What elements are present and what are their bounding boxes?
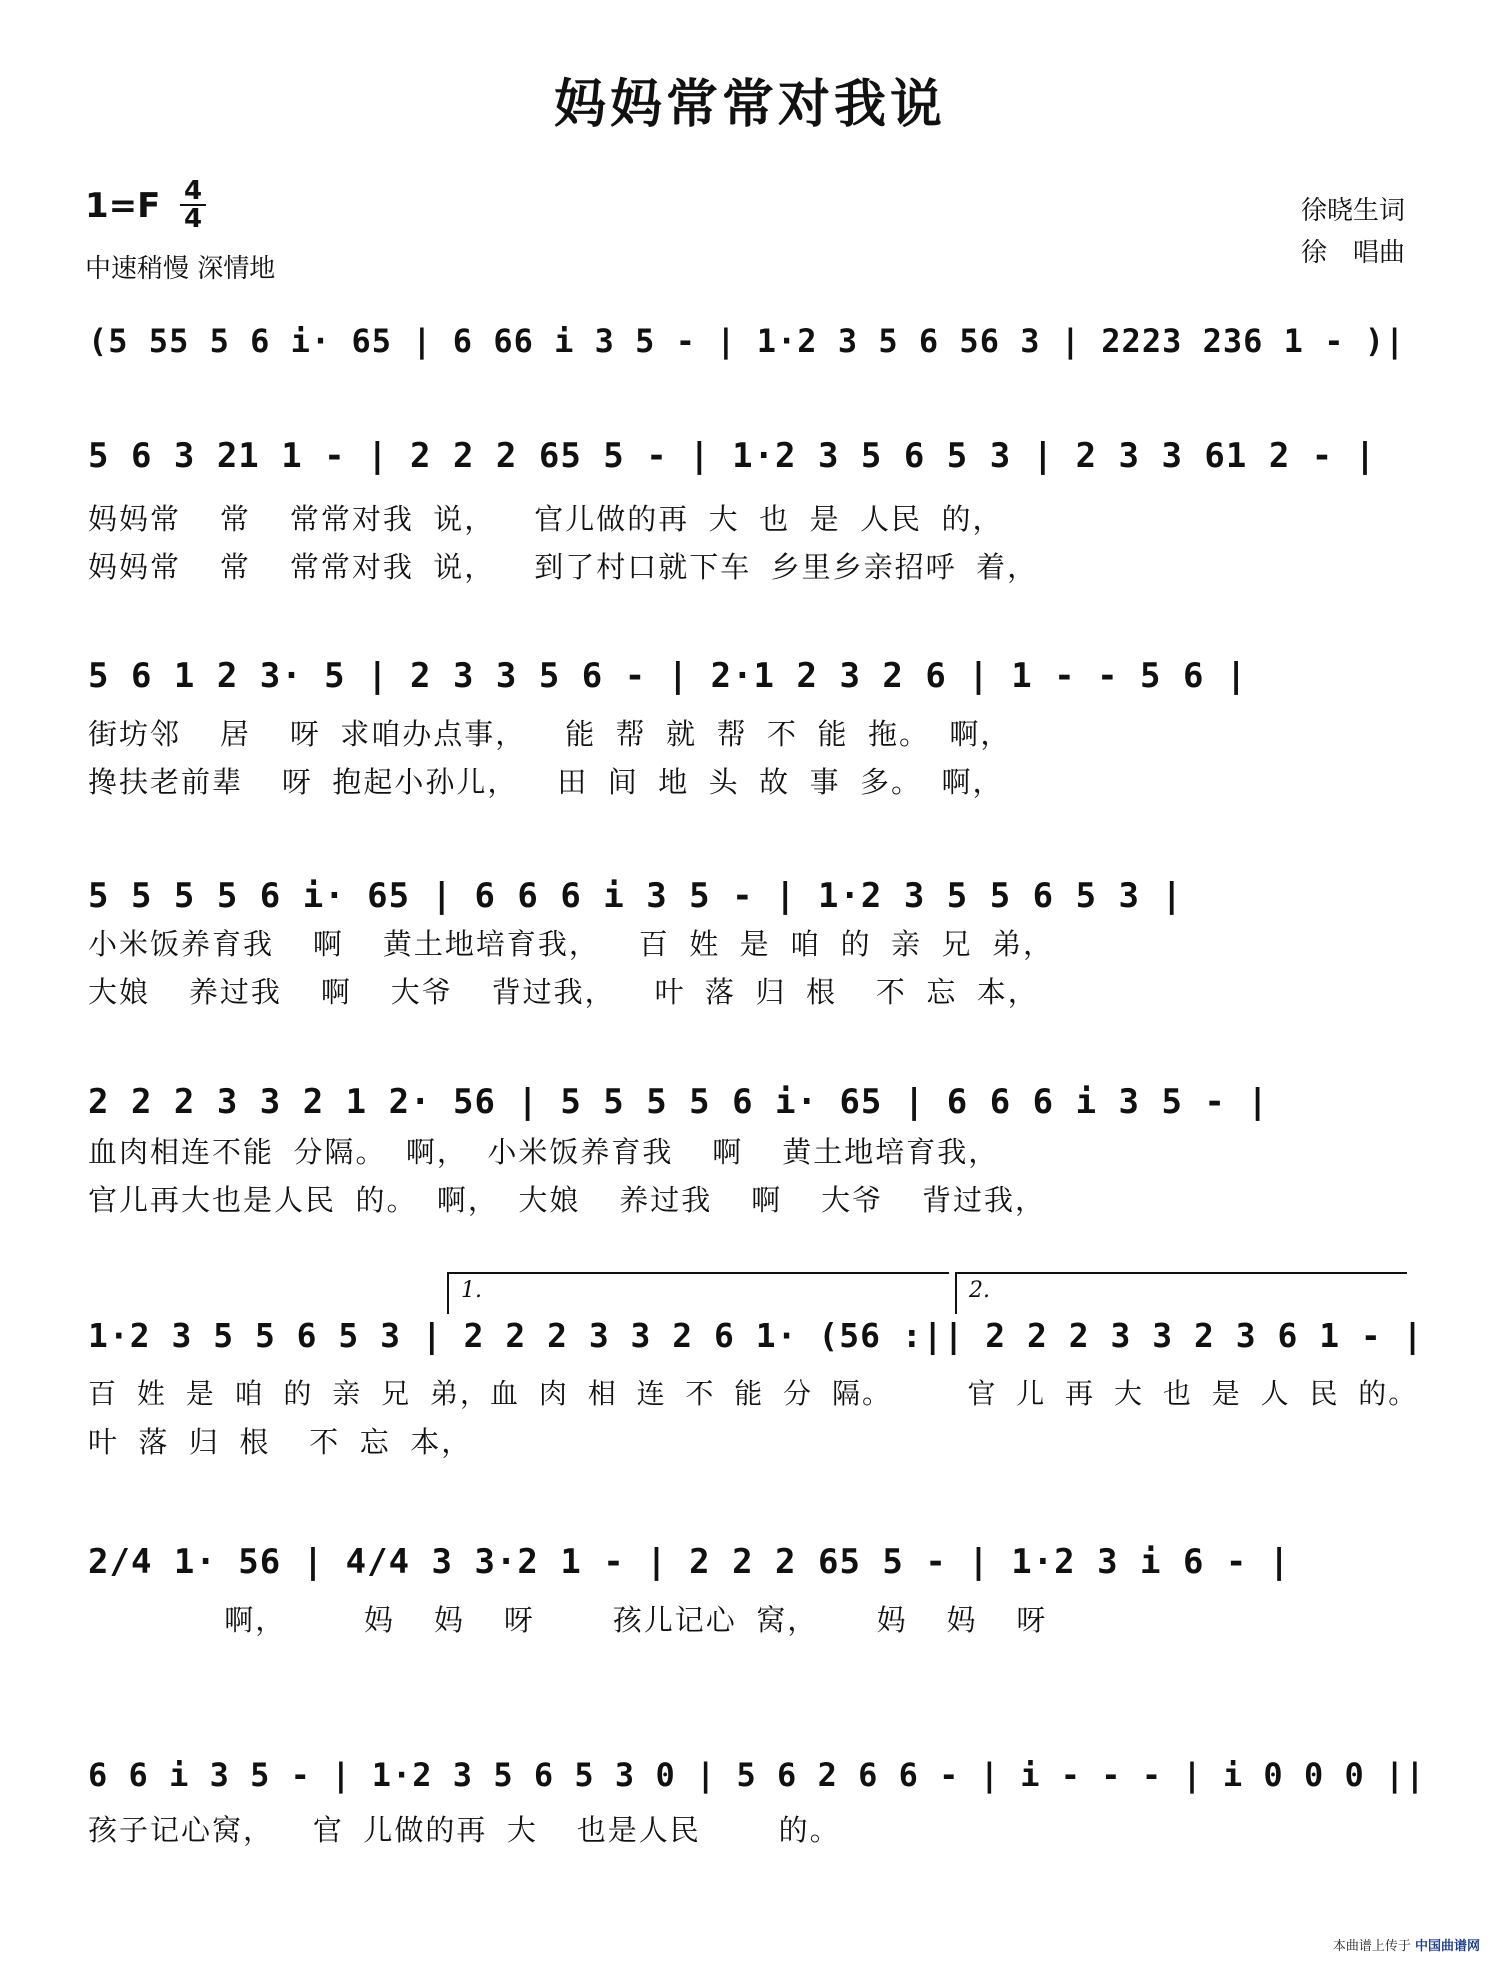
upload-credit-prefix: 本曲谱上传于 — [1332, 1939, 1411, 1954]
notation-text: 1·2 3 5 5 6 5 3 | 2 2 2 3 3 2 6 1· (56 :|| 2 2 2 3 3 2 3 6 1 - | — [88, 1316, 1424, 1355]
score-line-1 — [0, 318, 1500, 378]
page-title: 妈妈常常对我说 — [553, 75, 946, 135]
lyric-verse-1: 小米饭养育我 啊 黄土地培育我， 百 姓 是 咱 的 亲 兄 弟， — [88, 927, 1054, 961]
lyric-verse-2: 叶 落 归 根 不 忘 本， — [88, 1425, 473, 1459]
notation-text: 2/4 1· 56 | 4/4 3 3·2 1 - | 2 2 2 65 5 - | 1·2 3 i 6 - | — [88, 1542, 1291, 1582]
lyric-verse-2: 妈妈常 常 常常对我 说， 到了村口就下车 乡里乡亲招呼 着， — [88, 550, 1039, 584]
key-signature: 1=F — [85, 186, 161, 226]
score-line-8 — [0, 1752, 1500, 1812]
lyricist-credit: 徐晓生词 — [1300, 196, 1405, 226]
volta-label: 2. — [969, 1278, 990, 1303]
lyric-verse-1: 啊， 妈 妈 呀 孩儿记心 窝， 妈 妈 呀 — [88, 1603, 1048, 1637]
volta-label: 1. — [461, 1278, 482, 1303]
score-line-2 — [0, 432, 1500, 492]
composer-credit: 徐 唱曲 — [1300, 238, 1405, 268]
time-signature-bottom: 4 — [183, 204, 203, 234]
tempo-marking: 中速稍慢 深情地 — [85, 254, 276, 284]
volta-bracket-1 — [447, 1272, 949, 1314]
notation-text: 5 5 5 5 6 i· 65 | 6 6 6 i 3 5 - | 1·2 3 5 5 6 5 3 | — [88, 876, 1183, 916]
score-line-7 — [0, 1538, 1500, 1598]
notation-text: 2 2 2 3 3 2 1 2· 56 | 5 5 5 5 6 i· 65 | 6 6 6 i 3 5 - | — [88, 1082, 1269, 1122]
lyric-verse-2: 大娘 养过我 啊 大爷 背过我， 叶 落 归 根 不 忘 本， — [88, 975, 1039, 1009]
score-line-5 — [0, 1078, 1500, 1138]
lyric-verse-1: 孩子记心窝， 官 儿做的再 大 也是人民 的。 — [88, 1813, 841, 1847]
time-signature-top: 4 — [180, 178, 206, 206]
time-signature — [180, 178, 206, 232]
volta-bracket-2 — [955, 1272, 1407, 1314]
upload-credit — [1333, 1935, 1480, 1954]
notation-text: 5 6 1 2 3· 5 | 2 3 3 5 6 - | 2·1 2 3 2 6 | 1 - - 5 6 | — [88, 656, 1248, 696]
notation-text: 6 6 i 3 5 - | 1·2 3 5 6 5 3 0 | 5 6 2 6 6 - | i - - - | i 0 0 0 || — [88, 1756, 1426, 1794]
lyric-verse-2: 搀扶老前辈 呀 抱起小孙儿， 田 间 地 头 故 事 多。 啊， — [88, 765, 1004, 799]
notation-text: (5 55 5 6 i· 65 | 6 66 i 3 5 - | 1·2 3 5 6 56 3 | 2223 236 1 - )| — [88, 322, 1406, 360]
lyric-verse-1: 妈妈常 常 常常对我 说， 官儿做的再 大 也 是 人民 的， — [88, 502, 1004, 536]
score-line-3 — [0, 652, 1500, 712]
score-line-6 — [0, 1312, 1500, 1372]
site-logo: 中国曲谱网 — [1414, 1939, 1480, 1954]
lyric-verse-2: 官儿再大也是人民 的。 啊， 大娘 养过我 啊 大爷 背过我， — [88, 1183, 1047, 1217]
lyric-verse-1: 血肉相连不能 分隔。 啊， 小米饭养育我 啊 黄土地培育我， — [88, 1135, 1000, 1169]
notation-text: 5 6 3 21 1 - | 2 2 2 65 5 - | 1·2 3 5 6 5 3 | 2 3 3 61 2 - | — [88, 436, 1377, 476]
lyric-verse-1: 街坊邻 居 呀 求咱办点事， 能 帮 就 帮 不 能 拖。 啊， — [88, 717, 1012, 751]
lyric-verse-1: 百 姓 是 咱 的 亲 兄 弟，血 肉 相 连 不 能 分 隔。 官 儿 再 大 也 是 人 民 的。 — [88, 1377, 1419, 1410]
